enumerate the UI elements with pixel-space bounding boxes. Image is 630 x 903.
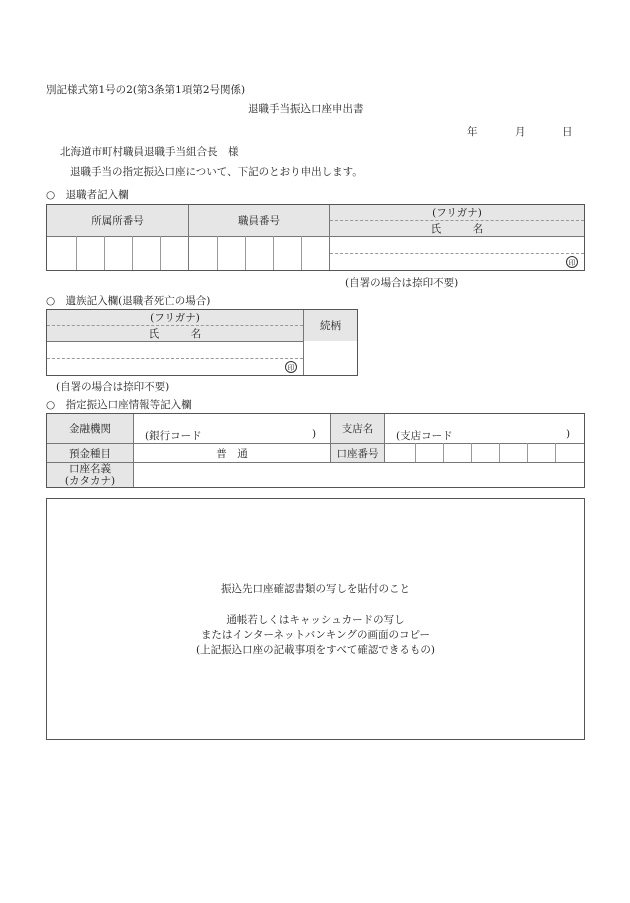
account-col-divider	[384, 414, 385, 462]
digit-cell-divider	[104, 236, 105, 270]
deposit-type-value: 普 通	[216, 447, 248, 460]
document-title: 退職手当振込口座申出書	[248, 103, 364, 115]
account-table	[46, 413, 585, 488]
retiree-section-heading: ○ 退職者記入欄	[46, 189, 129, 201]
form-reference: 別記様式第1号の2(第3条第1項第2号関係)	[46, 84, 246, 96]
digit-cell-divider	[160, 236, 161, 270]
account-name-label-line1: 口座名義	[69, 463, 111, 475]
deposit-type-label: 預金種目	[69, 447, 111, 460]
account-digit-divider	[527, 443, 528, 462]
branch-code-label: (支店コード	[396, 430, 453, 442]
name-furigana-input-divider	[47, 358, 303, 359]
account-digit-divider	[555, 443, 556, 462]
seal-mark: 印	[566, 256, 578, 268]
seal-mark: 印	[285, 361, 297, 373]
date-year-label: 年	[467, 126, 478, 138]
account-digit-divider	[443, 443, 444, 462]
paste-note-line: またはインターネットバンキングの画面のコピー	[200, 628, 431, 641]
date-day-label: 日	[562, 126, 573, 138]
digit-cell-divider	[76, 236, 77, 270]
name-furigana-input-divider	[330, 253, 584, 254]
account-section-heading: ○ 指定振込口座情報等記入欄	[46, 399, 192, 411]
account-digit-divider	[471, 443, 472, 462]
retiree-furigana-label: (フリガナ)	[432, 207, 482, 219]
branch-label: 支店名	[341, 423, 374, 435]
survivor-table	[46, 309, 358, 376]
paste-note-line: 通帳若しくはキャッシュカードの写し	[226, 613, 405, 626]
intro-text: 退職手当の指定振込口座について、下記のとおり申出します。	[70, 166, 363, 178]
bank-code-close: )	[312, 428, 317, 440]
account-name-label	[47, 463, 133, 487]
survivor-table-divider	[47, 341, 303, 342]
digit-cell-divider	[245, 236, 246, 270]
survivor-section-heading: ○ 遺族記入欄(退職者死亡の場合)	[46, 295, 211, 307]
account-number-label: 口座番号	[336, 447, 379, 460]
digit-cell-divider	[301, 236, 302, 270]
retiree-name-label: 氏 名	[430, 222, 484, 235]
survivor-furigana-label: (フリガナ)	[150, 312, 200, 324]
branch-code-close: )	[566, 428, 571, 440]
digit-cell-divider	[132, 236, 133, 270]
bank-label: 金融機関	[69, 423, 111, 435]
survivor-name-label: 氏 名	[148, 327, 202, 340]
account-digit-divider	[415, 443, 416, 462]
digit-cell-divider	[273, 236, 274, 270]
retiree-seal-note: (自署の場合は捺印不要)	[345, 277, 459, 289]
retiree-table-divider	[47, 236, 584, 237]
date-month-label: 月	[515, 126, 526, 138]
relationship-header: 続柄	[320, 320, 341, 332]
account-name-label-line2: (カタカナ)	[64, 475, 116, 487]
account-digit-divider	[499, 443, 500, 462]
affiliation-number-header: 所属所番号	[91, 215, 144, 227]
digit-cell-divider	[217, 236, 218, 270]
paste-instruction: 振込先口座確認書類の写しを貼付のこと	[221, 583, 410, 595]
document-paste-area	[46, 498, 585, 740]
survivor-seal-note: (自署の場合は捺印不要)	[56, 381, 170, 393]
retiree-table	[46, 204, 585, 271]
staff-number-header: 職員番号	[238, 215, 280, 227]
addressee: 北海道市町村職員退職手当組合長 様	[60, 146, 239, 158]
bank-code-label: (銀行コード	[145, 430, 202, 442]
paste-note-line: (上記振込口座の記載事項をすべて確認できるもの)	[196, 643, 435, 656]
